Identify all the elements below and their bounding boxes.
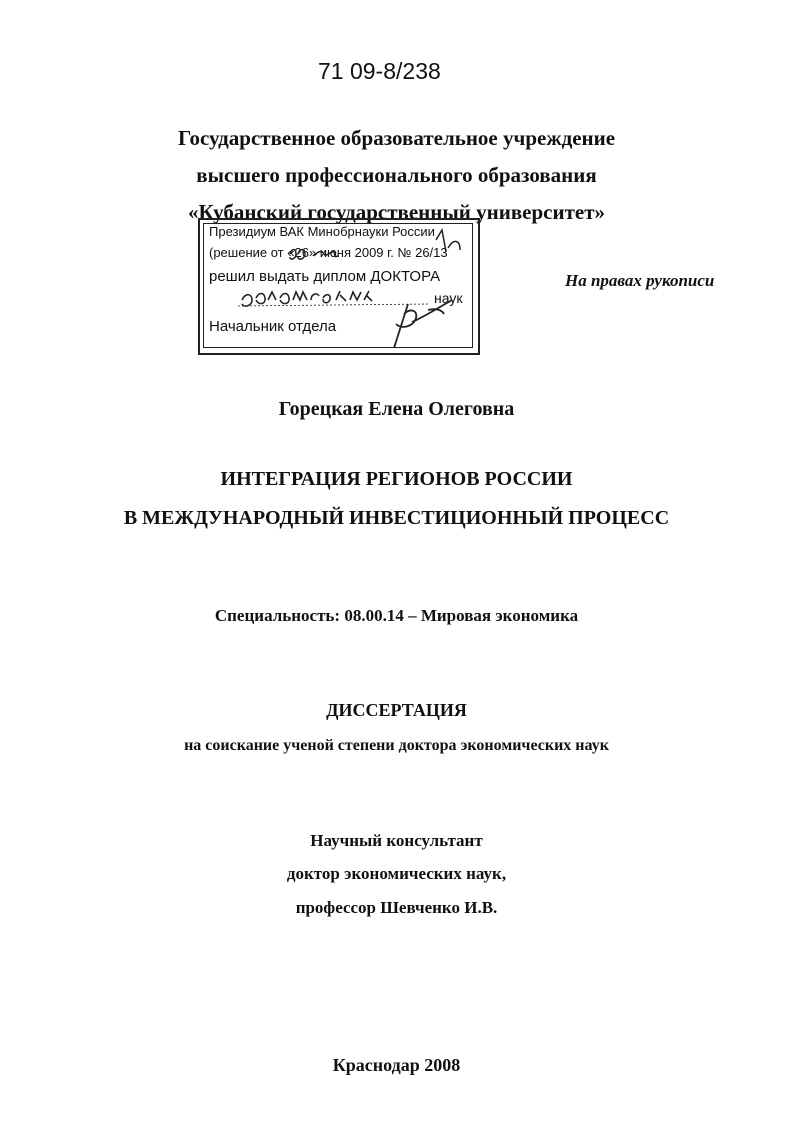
document-type: ДИССЕРТАЦИЯ [326,700,467,720]
document-number: 71 09-8/238 [318,58,441,84]
stamp-line-decision: (решение от «26» июня 2009 г. № 26/13 [209,245,448,260]
manuscript-rights: На правах рукописи [565,271,715,290]
degree-description: на соискание ученой степени доктора экономических наук [184,737,609,754]
stamp-line-diploma: решил выдать диплом ДОКТОРА [209,268,441,285]
stamp-line-presidium: Президиум ВАК Минобрнауки России [209,224,435,239]
institution-line-3: «Кубанский государственный университет» [187,200,606,224]
city-year: Краснодар 2008 [332,1055,461,1075]
specialty: Специальность: 08.00.14 – Мировая экономика [214,606,579,625]
institution-line-2: высшего профессионального образования [196,163,597,187]
title-line-2: В МЕЖДУНАРОДНЫЙ ИНВЕСТИЦИОННЫЙ ПРОЦЕСС [123,507,670,529]
title-line-1: ИНТЕГРАЦИЯ РЕГИОНОВ РОССИИ [220,468,573,490]
author-name: Горецкая Елена Олеговна [278,398,515,420]
advisor-name: профессор Шевченко И.В. [295,898,498,917]
advisor-label: Научный консультант [310,831,483,850]
vak-approval-stamp [198,218,480,355]
advisor-degree: доктор экономических наук, [286,864,507,883]
stamp-line-head: Начальник отдела [209,318,337,335]
stamp-line-sciences: наук [434,290,463,306]
institution-line-1: Государственное образовательное учреждение [177,126,616,150]
